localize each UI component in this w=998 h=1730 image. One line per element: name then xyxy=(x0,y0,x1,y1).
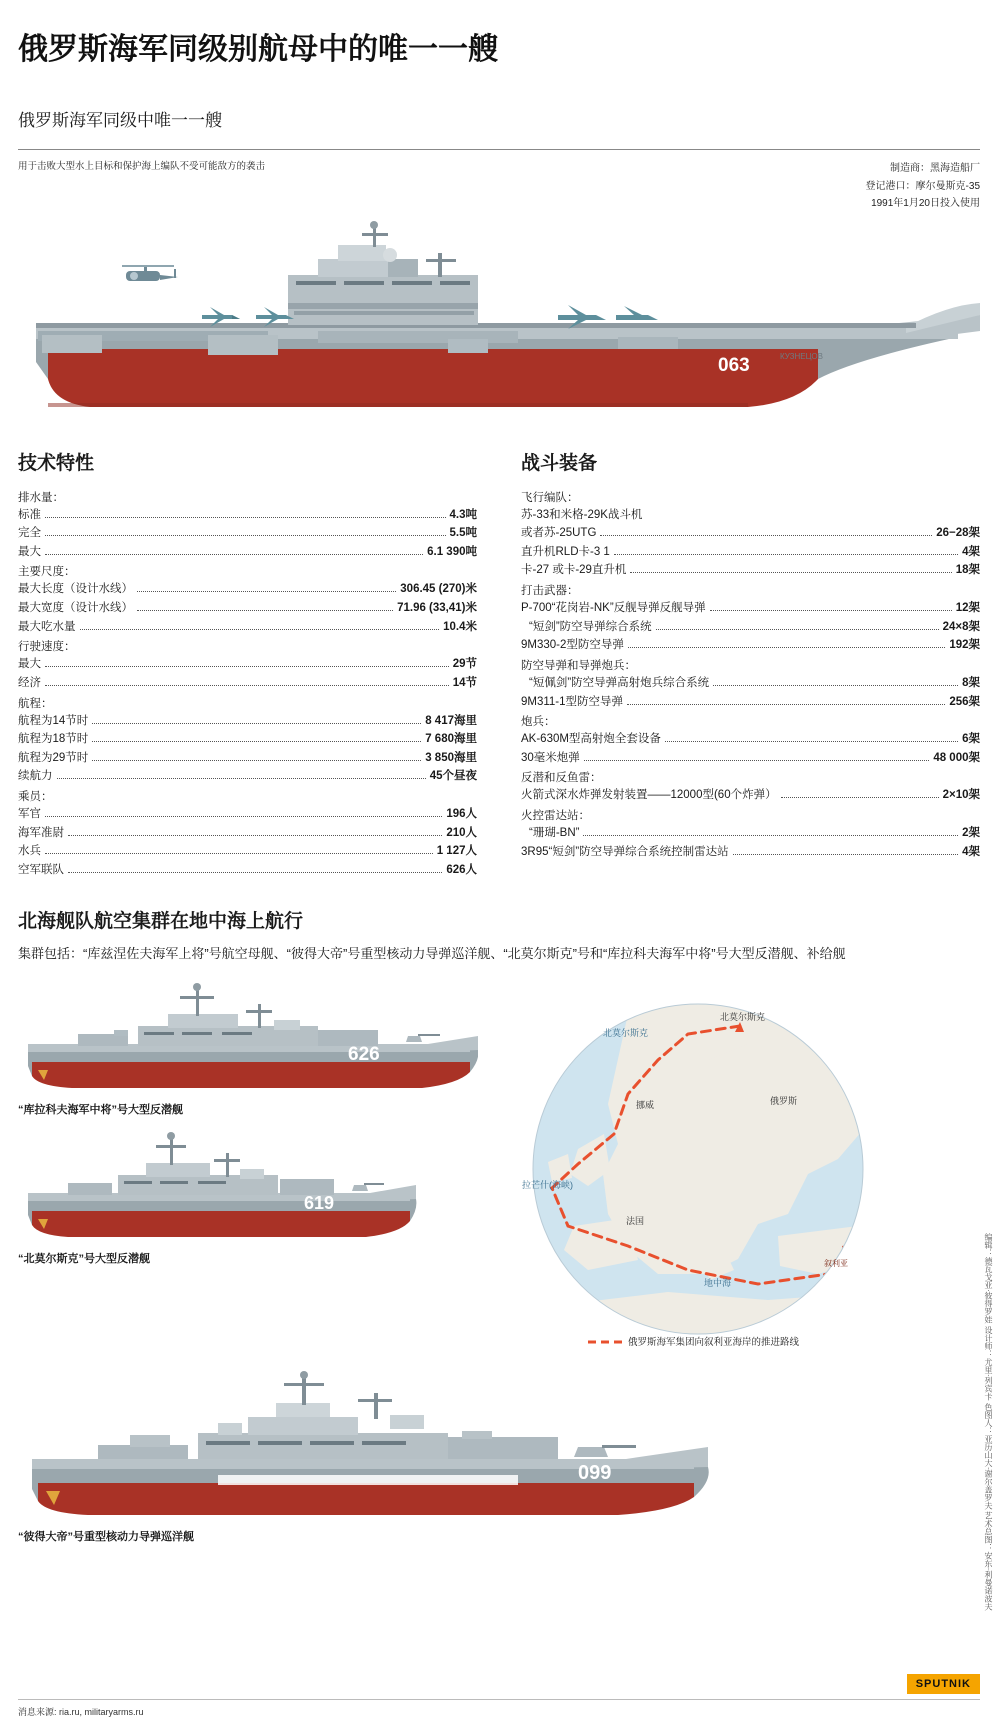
map-legend-label: 俄罗斯海军集团向叙利亚海岸的推进路线 xyxy=(628,1336,800,1348)
group-section-description: 集群包括：“库兹涅佐夫海军上将”号航空母舰、“彼得大帝”号重型核动力导弹巡洋舰、“北莫尔斯克”号和“库拉科夫海军中将”号大型反潜舰、补给舰 xyxy=(18,945,846,961)
ship-caption-1: “库拉科夫海军中将”号大型反潜舰 xyxy=(18,1103,183,1116)
footer-divider xyxy=(18,1699,980,1700)
map-label: 法国 xyxy=(626,1215,645,1226)
spec-item: 最大 6.1 390吨 xyxy=(18,545,477,558)
leader-dots xyxy=(627,704,945,705)
map-label: 俄罗斯 xyxy=(770,1095,798,1106)
destroyer-626-svg xyxy=(18,974,478,1094)
leader-dots xyxy=(45,535,446,536)
spec-item: 空军联队 626人 xyxy=(18,863,477,876)
ship-block-2 xyxy=(18,1123,498,1266)
spec-item: 军官 196人 xyxy=(18,808,477,820)
leader-dots xyxy=(710,610,952,611)
meta-row xyxy=(18,150,980,213)
armament-item: P-700“花岗岩-NK”反舰导弹反舰导弹 12架 xyxy=(521,602,980,614)
leader-dots xyxy=(92,760,421,761)
leader-dots xyxy=(628,647,945,648)
ship-caption-2: “北莫尔斯克”号大型反潜舰 xyxy=(18,1252,150,1265)
ships-column xyxy=(18,974,498,1379)
island-superstructure xyxy=(288,221,478,325)
armament-group-label: 火控雷达站： xyxy=(521,810,590,822)
ship-block-3 xyxy=(18,1371,980,1544)
purpose-text: 用于击败大型水上目标和保护海上编队不受可能敌方的袭击 xyxy=(18,161,266,172)
builder-text: 制造商：黑海造船厂 xyxy=(890,163,980,174)
armament-group-label: 炮兵： xyxy=(521,716,556,729)
spec-item: 水兵 1 127人 xyxy=(18,845,477,858)
leader-dots xyxy=(92,723,421,724)
spec-group-label: 主要尺度： xyxy=(18,566,76,579)
leader-dots xyxy=(92,741,421,742)
ship-hull-number: 626 xyxy=(348,1043,380,1065)
map-label: 叙利亚 xyxy=(824,1258,848,1268)
page-subtitle: 俄罗斯海军同级中唯一一艘 xyxy=(18,111,222,130)
leader-dots xyxy=(665,741,958,742)
spec-item: 经济 14节 xyxy=(18,676,477,689)
spec-item: 完全 5.5吨 xyxy=(18,527,477,540)
leader-dots xyxy=(68,872,442,873)
armament-item: 3R95“短剑”防空导弹综合系统控制雷达站 4架 xyxy=(521,845,980,858)
cruiser-099-svg xyxy=(18,1371,718,1521)
ship-hull-number: 099 xyxy=(578,1461,612,1484)
leader-dots xyxy=(45,666,449,667)
map-label: 北莫尔斯克 xyxy=(720,1011,766,1022)
tech-specs-column xyxy=(18,448,477,880)
page-title: 俄罗斯海军同级别航母中的唯一一艘 xyxy=(18,33,498,66)
spec-item: 标准 4.3吨 xyxy=(18,508,477,521)
helicopter-icon xyxy=(122,265,178,281)
sputnik-logo: SPUTNIK xyxy=(907,1674,980,1694)
carrier-illustration xyxy=(18,219,980,434)
armament-item: 9M311-1型防空导弹 256架 xyxy=(521,695,980,708)
armament-item: 直升机RLD卡‑3 1 4架 xyxy=(521,545,980,558)
leader-dots xyxy=(656,629,939,630)
spec-group-label: 行驶速度： xyxy=(18,641,76,654)
leader-dots xyxy=(137,610,393,611)
leader-dots xyxy=(614,554,958,555)
map-label: 北莫尔斯克 xyxy=(603,1027,649,1038)
spec-item: 海军准尉 210人 xyxy=(18,826,477,839)
leader-dots xyxy=(584,760,930,761)
armament-title: 战斗装备 xyxy=(521,452,598,474)
tech-specs-title: 技术特性 xyxy=(18,452,95,474)
leader-dots xyxy=(713,685,958,686)
spec-item: 最大宽度（设计水线） 71.96 (33,41)米 xyxy=(18,602,477,614)
spec-item: 航程为18节时 7 680海里 xyxy=(18,733,477,746)
ship-hull-number: 619 xyxy=(304,1192,335,1213)
map-label: 挪威 xyxy=(636,1099,655,1110)
spec-group-label: 航程： xyxy=(18,697,53,710)
map-label: 地中海 xyxy=(704,1277,732,1288)
spec-item: 续航力 45个昼夜 xyxy=(18,770,477,783)
armament-group-label: 飞行编队： xyxy=(521,491,579,504)
leader-dots xyxy=(583,835,958,836)
armament-group-label: 打击武器： xyxy=(521,585,579,597)
spec-item: 最大 29节 xyxy=(18,658,477,671)
leader-dots xyxy=(57,778,426,779)
leader-dots xyxy=(137,591,396,592)
armament-item: 30毫米炮弹 48 000架 xyxy=(521,751,980,764)
spec-item: 最大吃水量 10.4米 xyxy=(18,620,477,633)
build-meta xyxy=(866,160,980,213)
spec-item: 最大长度（设计水线） 306.45 (270)米 xyxy=(18,583,477,596)
leader-dots xyxy=(45,853,433,854)
leader-dots xyxy=(45,554,423,555)
leader-dots xyxy=(733,854,958,855)
spec-columns xyxy=(18,448,980,880)
group-section-title: 北海舰队航空集群在地中海上航行 xyxy=(18,910,304,932)
armament-item: 卡-27 或卡-29直升机 18架 xyxy=(521,564,980,577)
armament-item: 9M330-2型防空导弹 192架 xyxy=(521,639,980,652)
spec-group-label: 排水量： xyxy=(18,491,64,504)
commissioned-text: 1991年1月20日投入使用 xyxy=(871,198,980,209)
leader-dots xyxy=(600,535,932,536)
leader-dots xyxy=(80,629,440,630)
leader-dots xyxy=(781,797,939,798)
spec-item: 航程为14节时 8 417海里 xyxy=(18,714,477,727)
armament-note: 苏-33和米格-29K战斗机 xyxy=(521,508,643,521)
spec-item: 航程为29节时 3 850海里 xyxy=(18,751,477,764)
spec-group-label: 乘员： xyxy=(18,791,53,803)
armament-column xyxy=(511,448,980,880)
route-map-svg xyxy=(508,974,908,1374)
leader-dots xyxy=(630,572,951,573)
armament-item: “珊瑚-BN” 2架 xyxy=(529,827,980,839)
leader-dots xyxy=(45,816,442,817)
leader-dots xyxy=(45,685,449,686)
armament-group-label: 反潜和反鱼雷： xyxy=(521,772,602,785)
ship-caption-3: “彼得大帝”号重型核动力导弹巡洋舰 xyxy=(18,1530,194,1543)
armament-item: “短剑”防空导弹综合系统 24×8架 xyxy=(529,620,980,633)
source-text: 消息来源: ria.ru, militaryarms.ru xyxy=(18,1707,144,1717)
carrier-hull-number: 063 xyxy=(718,354,750,376)
map-label: 拉芒什(海峡) xyxy=(522,1179,573,1190)
armament-item: AK-630M型高射炮全套设备 6架 xyxy=(521,733,980,746)
carrier-svg xyxy=(18,219,980,434)
leader-dots xyxy=(45,517,446,518)
armament-item: 或者苏-25UTG 26−28架 xyxy=(521,527,980,540)
port-text: 登记港口：摩尔曼斯克-35 xyxy=(865,180,980,192)
map-panel xyxy=(508,974,928,1379)
credits-text: 编辑：德瓦戈亚·彼得罗娃 设计师：尤里·列宾卡 色图人：亚历山大·谢尔盖罗夫 艺术总图：安东·利曼诺波夫 xyxy=(984,1232,993,1610)
leader-dots xyxy=(68,835,442,836)
armament-item: 火箭式深水炸弹发射装置——12000型(60个炸弹） 2×10架 xyxy=(521,789,980,802)
armament-item: “短佩剑”防空导弹高射炮兵综合系统 8架 xyxy=(529,676,980,689)
destroyer-619-svg xyxy=(18,1123,418,1243)
carrier-name-plate: КУЗНЕЦОВ xyxy=(780,351,823,361)
armament-group-label: 防空导弹和导弹炮兵： xyxy=(521,659,636,672)
ship-block-1 xyxy=(18,974,498,1117)
bottom-area xyxy=(18,974,980,1379)
